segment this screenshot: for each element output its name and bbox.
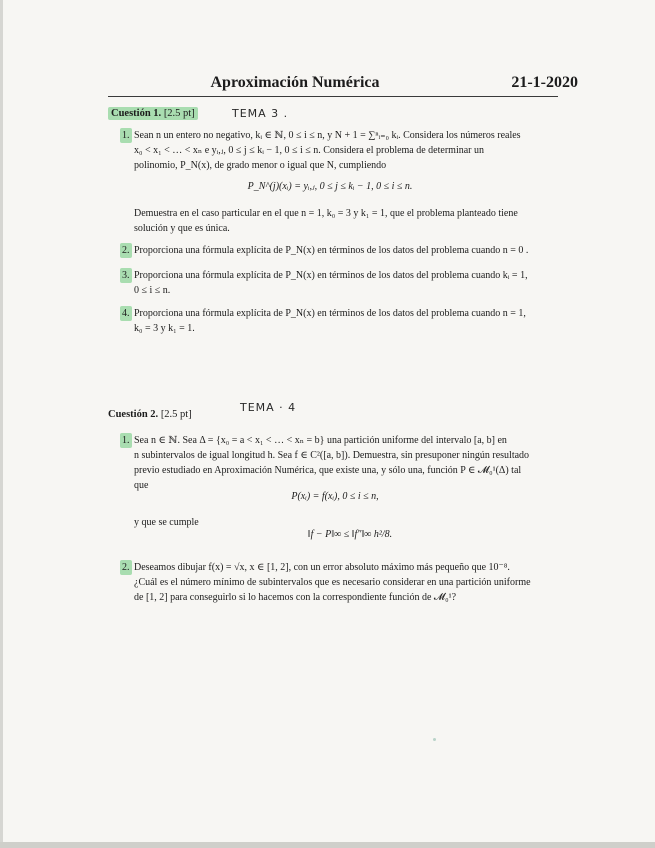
q1-item-3-line-2: 0 ≤ i ≤ n. bbox=[134, 285, 171, 296]
q1-item-2-line-1: Proporciona una fórmula explícita de P_N(x) en términos de los datos del problema cuando n = 0 . bbox=[134, 245, 529, 256]
q1-points: [2.5 pt] bbox=[163, 108, 195, 119]
q1-item-4-line-1: Proporciona una fórmula explícita de P_N(x) en términos de los datos del problema cuando n = 1, bbox=[134, 308, 526, 319]
q1-after-formula-line-2: solución y que es única. bbox=[134, 223, 230, 234]
q1-item-3-line-1: Proporciona una fórmula explícita de P_N(x) en términos de los datos del problema cuando kᵢ = 1, bbox=[134, 270, 528, 281]
q2-item-1-line-4: que bbox=[134, 480, 149, 491]
q2-header bbox=[108, 409, 192, 420]
q2-item-1-line-1: Sea n ∈ ℕ. Sea Δ = {x₀ = a < x₁ < … < xₙ = b} una partición uniforme del intervalo [a, b] en bbox=[134, 435, 507, 446]
q1-item-3 bbox=[120, 268, 560, 300]
q1-item-1-line-2: x₀ < x₁ < … < xₙ e yᵢ,ⱼ, 0 ≤ j ≤ kᵢ − 1, 0 ≤ i ≤ n. Considera el problema de determinar un bbox=[134, 145, 484, 156]
q2-item-2-number: 2. bbox=[122, 562, 130, 573]
q2-item-2-line-3: de [1, 2] para conseguirlo si lo hacemos con la correspondiente función de 𝓜₀¹? bbox=[134, 592, 457, 603]
q2-handwritten-note: TEMA · 4 bbox=[240, 401, 297, 414]
q1-item-2-number: 2. bbox=[122, 245, 130, 256]
q1-after-formula-line-1: Demuestra en el caso particular en el que n = 1, k₀ = 3 y k₁ = 1, que el problema planteado tiene bbox=[134, 208, 518, 219]
q2-label: Cuestión 2. bbox=[108, 409, 159, 420]
q1-item-1 bbox=[120, 128, 560, 178]
q1-after-formula bbox=[134, 206, 564, 236]
exam-title: Aproximación Numérica bbox=[210, 74, 380, 91]
q1-item-1-number: 1. bbox=[122, 130, 130, 141]
q2-item-2-line-1: Deseamos dibujar f(x) = √x, x ∈ [1, 2], con un error absoluto máximo más pequeño que 10⁻⁸. bbox=[134, 562, 510, 573]
scan-edge-bottom bbox=[0, 842, 655, 848]
q1-item-4-line-2: k₀ = 3 y k₁ = 1. bbox=[134, 323, 195, 334]
q1-item-3-number: 3. bbox=[122, 270, 130, 281]
q1-highlight bbox=[108, 107, 198, 120]
scan-speck bbox=[433, 738, 436, 741]
header-rule bbox=[108, 96, 558, 97]
q2-points: [2.5 pt] bbox=[160, 409, 192, 420]
q1-item-4-number: 4. bbox=[122, 308, 130, 319]
q1-item-2 bbox=[120, 243, 560, 259]
q1-handwritten-note: TEMA 3 . bbox=[232, 107, 289, 120]
q1-header bbox=[108, 108, 198, 119]
q2-item-1 bbox=[120, 433, 560, 495]
q1-item-1-line-1: Sean n un entero no negativo, kᵢ ∈ ℕ, 0 ≤ i ≤ n, y N + 1 = ∑ⁿᵢ₌₀ kᵢ. Considera los números reales bbox=[134, 130, 521, 141]
q1-item-1-line-3: polinomio, P_N(x), de grado menor o igual que N, cumpliendo bbox=[134, 160, 387, 171]
q2-item-2 bbox=[120, 560, 560, 606]
q2-item-1-line-3: previo estudiado en Aproximación Numérica, que existe una, y sólo una, función P ∈ 𝓜₀¹(Δ) tal bbox=[134, 465, 522, 476]
q2-middle-text: y que se cumple bbox=[134, 517, 199, 528]
q2-formula-2: ‖f − P‖∞ ≤ ‖f″‖∞ h²/8. bbox=[307, 529, 393, 540]
q2-item-1-line-2: n subintervalos de igual longitud h. Sea f ∈ C²([a, b]). Demuestra, sin presuponer ningún resultado bbox=[134, 450, 530, 461]
q1-label: Cuestión 1. bbox=[111, 108, 162, 119]
exam-date: 21-1-2020 bbox=[511, 74, 578, 91]
q2-item-1-number: 1. bbox=[122, 435, 130, 446]
q2-formula-1: P(xᵢ) = f(xᵢ), 0 ≤ i ≤ n, bbox=[291, 491, 379, 502]
q1-formula: P_N^(j)(xᵢ) = yᵢ,ⱼ, 0 ≤ j ≤ kᵢ − 1, 0 ≤ i ≤ n. bbox=[247, 181, 413, 192]
q1-item-4 bbox=[120, 306, 560, 338]
scan-edge-left bbox=[0, 0, 3, 848]
q2-item-2-line-2: ¿Cuál es el número mínimo de subintervalos que es necesario considerar en una partición uniforme bbox=[134, 577, 531, 588]
